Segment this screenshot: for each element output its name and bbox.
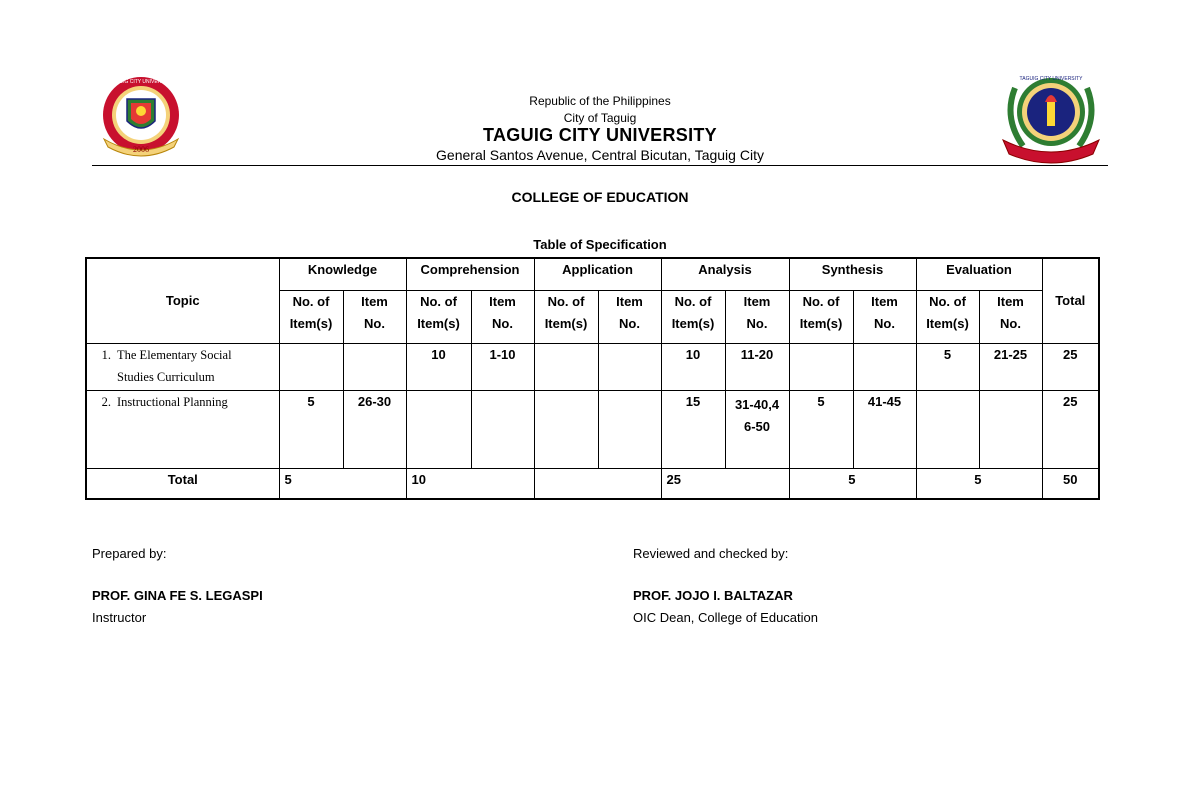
synthesis-no	[789, 343, 853, 390]
synthesis-item	[853, 343, 916, 390]
analysis-item: 31-40,46-50	[725, 390, 789, 468]
subheader-item-no: Item No.	[343, 290, 406, 343]
subheader-item-no: Item No.	[853, 290, 916, 343]
category-knowledge: Knowledge	[279, 258, 406, 290]
header-republic: Republic of the Philippines	[529, 94, 671, 108]
seal-year: 2006	[133, 145, 149, 154]
topic-header: Topic	[86, 258, 279, 343]
evaluation-item: 21-25	[979, 343, 1042, 390]
header-university: TAGUIG CITY UNIVERSITY	[483, 125, 717, 145]
subheader-no-items: No. of Item(s)	[661, 290, 725, 343]
category-application: Application	[534, 258, 661, 290]
evaluation-no	[916, 390, 979, 468]
reviewed-by-label: Reviewed and checked by:	[633, 546, 789, 561]
knowledge-no	[279, 343, 343, 390]
college-title: COLLEGE OF EDUCATION	[511, 189, 689, 205]
subheader-item-no: Item No.	[598, 290, 661, 343]
table-row	[86, 390, 1099, 468]
grand-total: 50	[1042, 468, 1099, 499]
evaluation-no: 5	[916, 343, 979, 390]
total-synthesis: 5	[789, 468, 916, 499]
row-total: 25	[1042, 343, 1099, 390]
comprehension-no: 10	[406, 343, 471, 390]
prepared-by-label: Prepared by:	[92, 546, 167, 561]
analysis-item: 11-20	[725, 343, 789, 390]
subheader-no-items: No. of Item(s)	[534, 290, 598, 343]
subheader-item-no: Item No.	[471, 290, 534, 343]
prepared-by-name: PROF. GINA FE S. LEGASPI	[92, 588, 263, 603]
total-header: Total	[1042, 258, 1099, 343]
category-comprehension: Comprehension	[406, 258, 534, 290]
subheader-no-items: No. of Item(s)	[279, 290, 343, 343]
application-no	[534, 390, 598, 468]
specification-table	[85, 257, 1100, 500]
subheader-no-items: No. of Item(s)	[406, 290, 471, 343]
application-no	[534, 343, 598, 390]
knowledge-item: 26-30	[343, 390, 406, 468]
header-divider	[92, 165, 1108, 166]
table-row	[86, 343, 1099, 390]
category-analysis: Analysis	[661, 258, 789, 290]
topic-cell: 1. The Elementary Social Studies Curriculum	[86, 343, 279, 390]
subheader-item-no: Item No.	[979, 290, 1042, 343]
reviewed-by-title: OIC Dean, College of Education	[633, 610, 818, 625]
application-item	[598, 390, 661, 468]
subheader-no-items: No. of Item(s)	[789, 290, 853, 343]
table-title: Table of Specification	[533, 237, 667, 252]
synthesis-item: 41-45	[853, 390, 916, 468]
totals-row	[86, 468, 1099, 499]
comprehension-item	[471, 390, 534, 468]
total-knowledge: 5	[279, 468, 406, 499]
evaluation-item	[979, 390, 1042, 468]
knowledge-no: 5	[279, 390, 343, 468]
total-comprehension: 10	[406, 468, 534, 499]
comprehension-item: 1-10	[471, 343, 534, 390]
application-item	[598, 343, 661, 390]
knowledge-item	[343, 343, 406, 390]
comprehension-no	[406, 390, 471, 468]
analysis-no: 15	[661, 390, 725, 468]
total-application	[534, 468, 661, 499]
row-total: 25	[1042, 390, 1099, 468]
topic-cell: 2. Instructional Planning	[86, 390, 279, 468]
total-analysis: 25	[661, 468, 789, 499]
prepared-by-title: Instructor	[92, 610, 147, 625]
category-synthesis: Synthesis	[789, 258, 916, 290]
subheader-item-no: Item No.	[725, 290, 789, 343]
reviewed-by-name: PROF. JOJO I. BALTAZAR	[633, 588, 793, 603]
header-city: City of Taguig	[563, 111, 637, 125]
totals-label: Total	[86, 468, 279, 499]
header-address: General Santos Avenue, Central Bicutan, Taguig City	[436, 147, 764, 163]
category-evaluation: Evaluation	[916, 258, 1042, 290]
total-evaluation: 5	[916, 468, 1042, 499]
synthesis-no: 5	[789, 390, 853, 468]
seal-left-text: TAGUIG CITY UNIVERSITY	[109, 79, 173, 85]
analysis-no: 10	[661, 343, 725, 390]
seal-right-text: TAGUIG CITY UNIVERSITY	[1019, 76, 1083, 82]
subheader-no-items: No. of Item(s)	[916, 290, 979, 343]
